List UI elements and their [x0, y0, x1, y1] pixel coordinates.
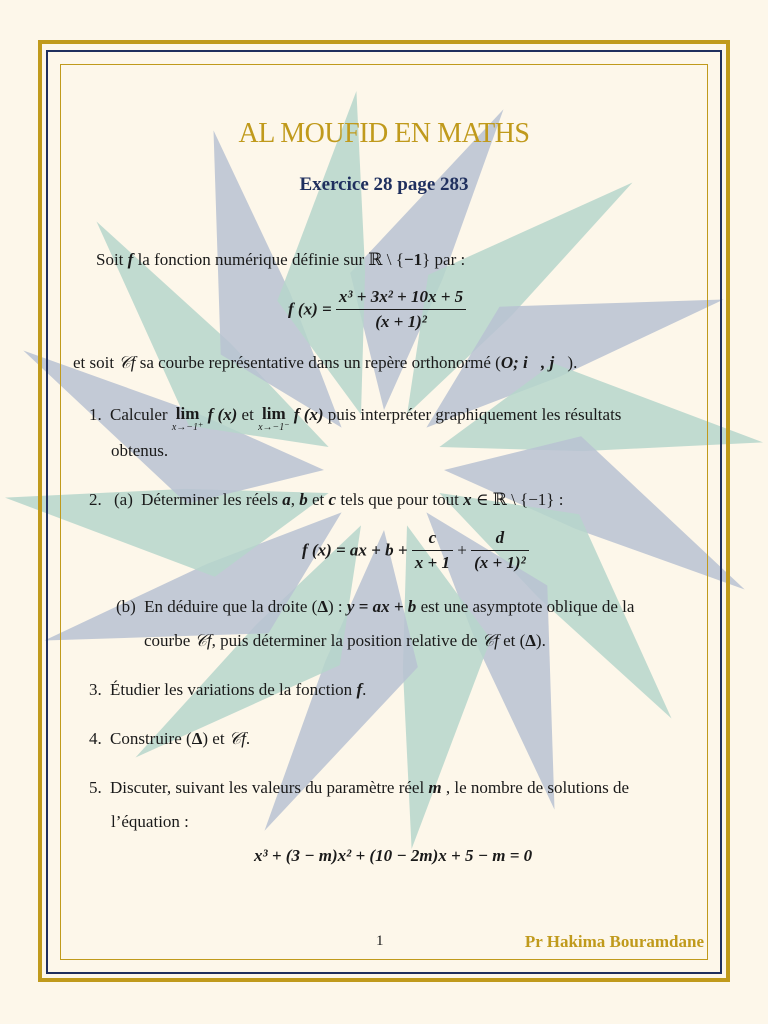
function-definition: f (x) = $\frac{\text{x³ + 3x² + 10x + 5}}{\text{(x + 1)²}}$ — [288, 287, 466, 332]
frame-symbol: O; i⃗, j⃗ — [500, 353, 568, 372]
question-5: 5. Discuter, suivant les valeurs du paramètre réel m , le nombre de solutions de — [89, 778, 630, 797]
question-1-continuation: obtenus. — [111, 441, 169, 460]
fraction-d: $\frac{d}{\text{(x + 1)²}}$ — [471, 528, 529, 573]
question-5-number: 5. — [89, 778, 102, 797]
question-1-number: 1. — [89, 405, 102, 424]
question-4: 4. Construire (Δ) et 𝒞f. — [89, 729, 251, 748]
limit-right: lim x→−1⁺ — [171, 404, 204, 433]
function-numerator: x³ + 3x² + 10x + 5 — [336, 287, 466, 310]
function-fraction — [336, 287, 466, 332]
question-3: 3. Étudier les variations de la fonction f. — [89, 680, 367, 699]
question-1: 1. Calculer lim x→−1⁺ f (x) et lim x→−1⁻ f (x) puis interpréter graphiquement les résultats — [89, 404, 622, 433]
asymptote-equation: y = ax + b — [346, 597, 417, 616]
parametric-equation: x³ + (3 − m)x² + (10 − 2m)x + 5 − m = 0 — [254, 846, 533, 865]
page-title: AL MOUFID EN MATHS — [238, 118, 530, 149]
question-2b: (b) En déduire que la droite (Δ) : y = ax + b est une asymptote oblique de la — [116, 597, 635, 616]
question-5-continuation: l’équation : — [111, 812, 189, 831]
exercise-subtitle: Exercice 28 page 283 — [299, 174, 469, 195]
curve-symbol: 𝒞f — [118, 353, 136, 372]
question-4-number: 4. — [89, 729, 102, 748]
page-number: 1 — [376, 933, 384, 949]
question-3-number: 3. — [89, 680, 102, 699]
decomposition-equation: f (x) = ax + b + $\frac{c}{x + 1}$ + $\frac{d}{\text{(x + 1)²}}$ — [302, 528, 529, 573]
function-symbol: f — [127, 250, 134, 269]
intro-line-1: Soit f la fonction numérique définie sur ℝ \ {−1} par : — [96, 250, 466, 269]
function-denominator: (x + 1)² — [375, 312, 427, 331]
question-2-number: 2. — [89, 490, 102, 509]
intro-line-2: et soit 𝒞f sa courbe représentative dans un repère orthonormé (O; i⃗, j⃗). — [73, 353, 578, 372]
author-name: Pr Hakima Bouramdane — [524, 932, 704, 951]
fraction-c: $\frac{c}{x + 1}$ — [412, 528, 453, 573]
limit-left: lim x→−1⁻ — [258, 404, 290, 433]
question-2a: 2. (a) Déterminer les réels a, b et c tels que pour tout x ∈ ℝ \ {−1} : — [89, 490, 564, 509]
question-2b-continuation: courbe 𝒞f, puis déterminer la position relative de 𝒞f et (Δ). — [144, 631, 546, 650]
